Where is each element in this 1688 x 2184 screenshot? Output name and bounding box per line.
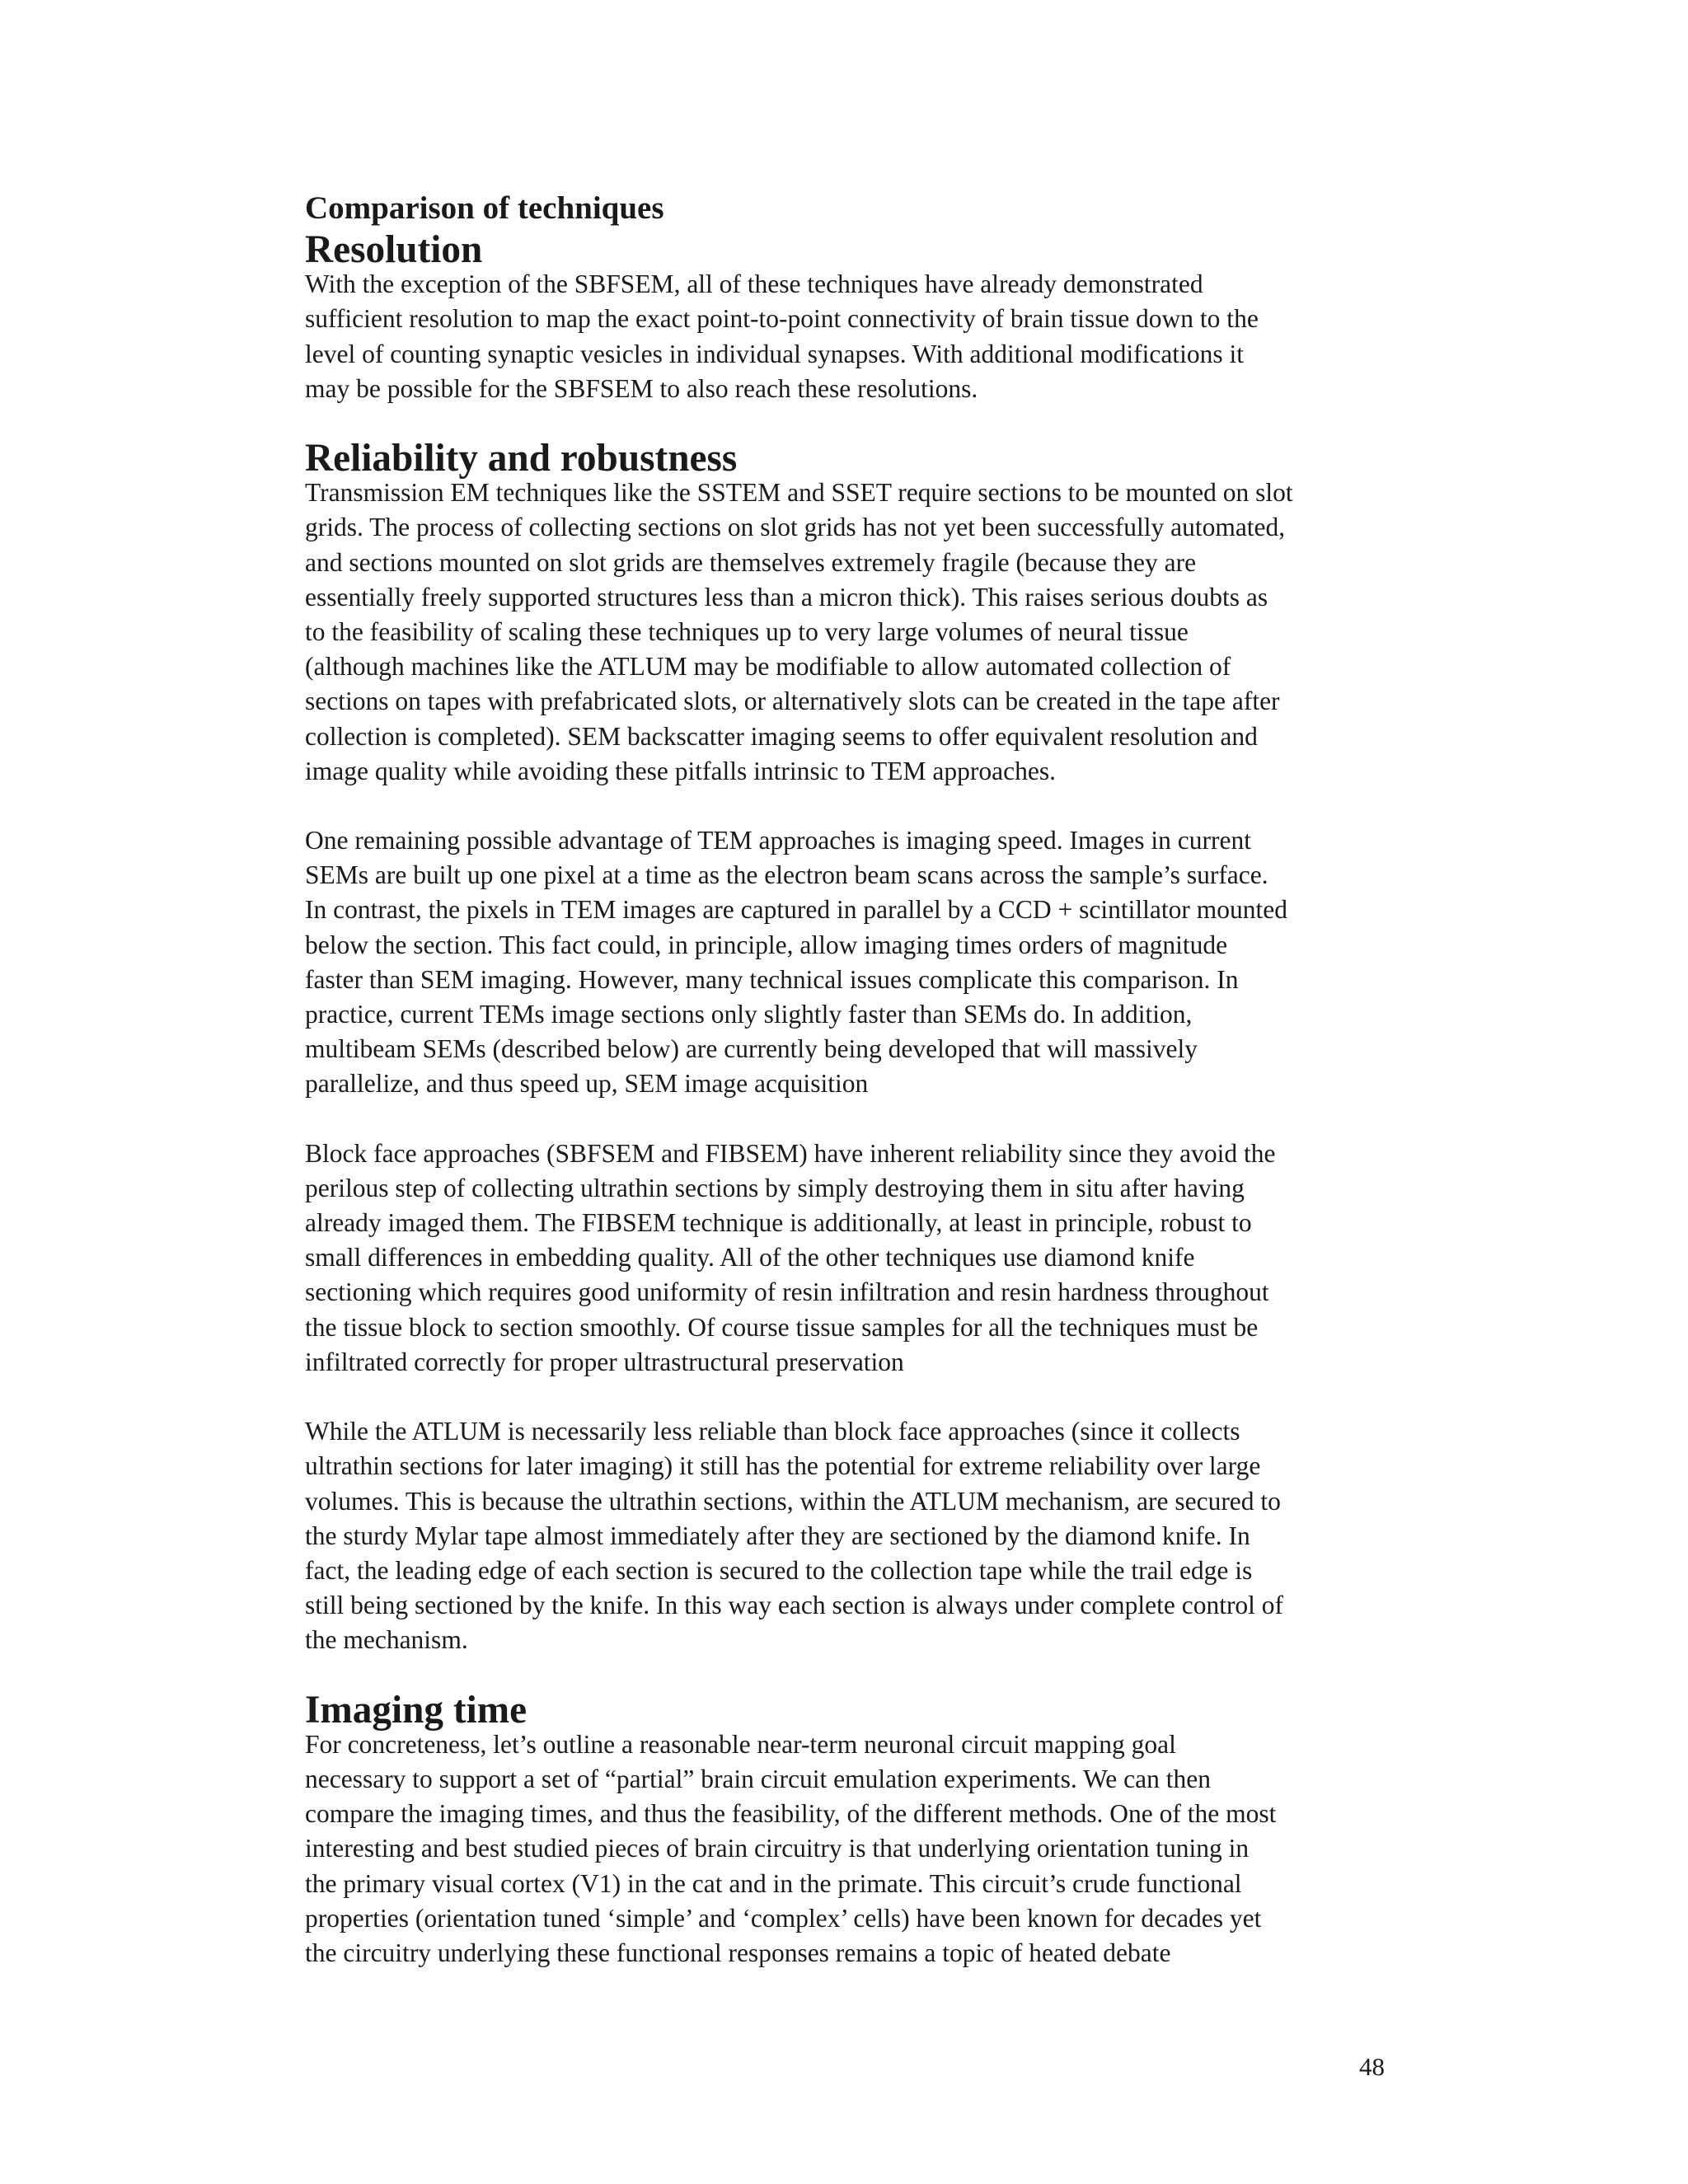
text-line: small differences in embedding quality. All of the other techniques use diamond knife [305,1243,1195,1272]
section-heading: Reliability and robustness [305,437,738,480]
section-resolution [305,228,1401,406]
text-line: the circuitry underlying these functional responses remains a topic of heated debate [305,1938,1171,1967]
section-imaging-time [305,1688,1401,1971]
text-line: grids. The process of collecting sections on slot grids has not yet been successfully automated, [305,513,1286,542]
text-line: and sections mounted on slot grids are themselves extremely fragile (because they are [305,547,1197,577]
text-line: For concreteness, let’s outline a reasonable near-term neuronal circuit mapping goal [305,1729,1176,1759]
text-line: already imaged them. The FIBSEM technique is additionally, at least in principle, robust to [305,1208,1252,1238]
text-line: parallelize, and thus speed up, SEM image acquisition [305,1069,869,1099]
text-line: compare the imaging times, and thus the feasibility, of the different methods. One of the most [305,1799,1277,1829]
text-line: sectioning which requires good uniformity of resin infiltration and resin hardness throughout [305,1277,1269,1307]
text-line: In contrast, the pixels in TEM images are captured in parallel by a CCD + scintillator mounted [305,895,1288,925]
text-line: collection is completed). SEM backscatter imaging seems to offer equivalent resolution and [305,721,1258,751]
text-line: properties (orientation tuned ‘simple’ and ‘complex’ cells) have been known for decades yet [305,1903,1262,1933]
text-line: to the feasibility of scaling these techniques up to very large volumes of neural tissue [305,617,1189,647]
text-line: faster than SEM imaging. However, many technical issues complicate this comparison. In [305,964,1239,994]
text-line: While the ATLUM is necessarily less reliable than block face approaches (since it collects [305,1417,1240,1446]
page-number: 48 [1359,2052,1385,2081]
text-line: sufficient resolution to map the exact point-to-point connectivity of brain tissue down to the [305,304,1259,334]
text-line: necessary to support a set of “partial” brain circuit emulation experiments. We can then [305,1764,1211,1793]
text-line: below the section. This fact could, in principle, allow imaging times orders of magnitude [305,930,1228,959]
text-line: With the exception of the SBFSEM, all of these techniques have already demonstrated [305,269,1203,299]
text-line: multibeam SEMs (described below) are currently being developed that will massively [305,1034,1198,1064]
paragraph [305,1414,1401,1657]
paragraph [305,823,1401,1102]
text-line: perilous step of collecting ultrathin sections by simply destroying them in situ after having [305,1173,1245,1202]
text-line: infiltrated correctly for proper ultrastructural preservation [305,1347,904,1376]
text-line: level of counting synaptic vesicles in individual synapses. With additional modifications it [305,339,1244,368]
text-line: ultrathin sections for later imaging) it still has the potential for extreme reliability over large [305,1451,1261,1481]
text-line: practice, current TEMs image sections only slightly faster than SEMs do. In addition, [305,1000,1193,1029]
text-line: One remaining possible advantage of TEM approaches is imaging speed. Images in current [305,826,1251,855]
text-line: sections on tapes with prefabricated slots, or alternatively slots can be created in the tape after [305,687,1280,716]
text-line: Block face approaches (SBFSEM and FIBSEM) have inherent reliability since they avoid the [305,1138,1276,1168]
text-line: the mechanism. [305,1625,468,1655]
paragraph [305,1137,1401,1380]
text-line: (although machines like the ATLUM may be modifiable to allow automated collection of [305,652,1231,682]
section-heading: Resolution [305,228,483,271]
section-heading: Imaging time [305,1688,528,1732]
text-line: interesting and best studied pieces of brain circuitry is that underlying orientation tuning in [305,1834,1250,1863]
text-line: essentially freely supported structures less than a micron thick). This raises serious doubts as [305,582,1268,612]
text-line: fact, the leading edge of each section is secured to the collection tape while the trail edge is [305,1555,1253,1585]
text-line: the sturdy Mylar tape almost immediately after they are sectioned by the diamond knife. In [305,1521,1250,1550]
paragraph [305,267,1401,406]
section-reliability-and-robustness [305,437,1401,1658]
text-line: Transmission EM techniques like the SSTEM and SSET require sections to be mounted on slot [305,478,1293,508]
text-line: the primary visual cortex (V1) in the cat and in the primate. This circuit’s crude functional [305,1868,1242,1898]
text-line: image quality while avoiding these pitfalls intrinsic to TEM approaches. [305,756,1056,785]
page-content [305,188,1401,2005]
page-title: Comparison of techniques [305,190,664,226]
text-line: the tissue block to section smoothly. Of course tissue samples for all the techniques must be [305,1312,1259,1342]
text-line: volumes. This is because the ultrathin sections, within the ATLUM mechanism, are secured to [305,1486,1281,1516]
paragraph [305,1727,1401,1971]
text-line: may be possible for the SBFSEM to also reach these resolutions. [305,373,978,403]
paragraph [305,476,1401,789]
text-line: still being sectioned by the knife. In this way each section is always under complete control of [305,1591,1284,1620]
text-line: SEMs are built up one pixel at a time as the electron beam scans across the sample’s surface. [305,860,1268,890]
